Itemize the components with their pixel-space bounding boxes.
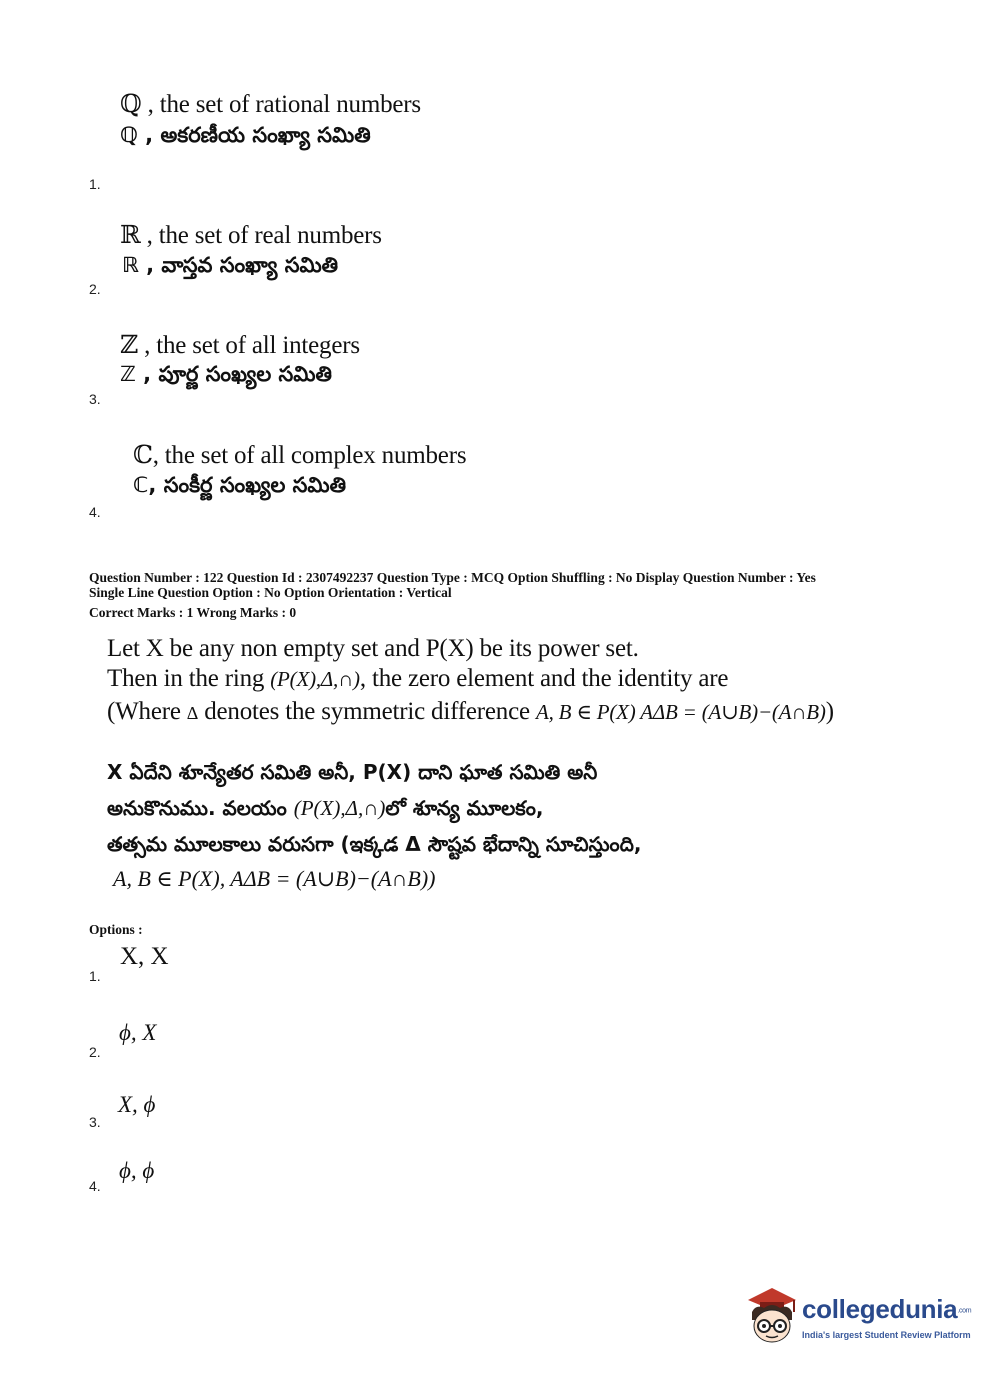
answer-option-3-number: 3. [89,1114,101,1130]
prev-option-3-telugu: ℤ , పూర్ణ సంఖ్యల సమితి [120,362,332,386]
prev-option-2-number: 2. [89,281,101,297]
answer-option-2-text: ϕ, X [119,1020,157,1045]
question-english-line-1: Let X be any non empty set and P(X) be its power set. [107,635,639,662]
question-meta-line-2: Single Line Question Option : No Option Orientation : Vertical [89,585,452,600]
prev-option-1-english: ℚ , the set of rational numbers [120,91,421,118]
prev-option-2-telugu: ℝ , వాస్తవ సంఖ్యా సమితి [122,253,339,277]
symmetric-difference-definition: A, B ∈ P(X) AΔB = (A∪B)−(A∩B) [535,700,826,724]
logo-wordmark [802,1294,971,1325]
logo-tagline: India's largest Student Review Platform [802,1330,971,1340]
prev-option-1-number: 1. [89,176,101,192]
prev-option-3-english: ℤ , the set of all integers [120,332,360,359]
prev-option-4-telugu: ℂ, సంకీర్ణ సంఖ్యల సమితి [133,473,347,497]
prev-option-1-telugu: ℚ , అకరణీయ సంఖ్యా సమితి [120,123,371,147]
answer-option-1-text: X, X [120,943,169,970]
answer-option-1-number: 1. [89,968,101,984]
question-english-line-3 [107,698,834,726]
answer-option-4-number: 4. [89,1178,101,1194]
mascot-icon [742,1282,802,1348]
delta-symbol: Δ [186,703,199,723]
question-english-line-2 [107,665,728,693]
closing-paren: ) [825,698,834,725]
question-english-line-3-text-mid: denotes the symmetric difference [198,698,536,725]
question-telugu-line-1: X ఏదేని శూన్యేతర సమితి అనీ, P(X) దాని ఘాత సమితి అనీ [107,760,598,784]
question-telugu-line-2-text-end: లో శూన్య మూలకం, [385,796,544,820]
ring-expression-telugu: (P(X),Δ,∩) [293,796,386,820]
ring-expression: (P(X),Δ,∩) [270,667,360,691]
question-english-line-3-text: (Where [107,698,187,725]
answer-option-2-number: 2. [89,1044,101,1060]
prev-option-4-number: 4. [89,504,101,520]
prev-option-3-number: 3. [89,391,101,407]
answer-option-4-text: ϕ, ϕ [119,1158,155,1183]
logo-suffix: .com [957,1307,972,1315]
prev-option-4-english: ℂ, the set of all complex numbers [133,442,467,469]
question-telugu-line-4: A, B ∈ P(X), AΔB = (A∪B)−(A∩B)) [113,866,436,891]
logo-name-text: collegedunia [802,1294,958,1324]
question-telugu-line-3: తత్సమ మూలకాలు వరుసగా (ఇక్కడ Δ సౌష్టవ భేదాన్ని సూచిస్తుంది, [107,832,642,856]
question-meta-line-1: Question Number : 122 Question Id : 2307492237 Question Type : MCQ Option Shuffling : No Display Question Number : Yes [89,570,816,585]
question-english-line-2-text-end: , the zero element and the identity are [359,665,729,692]
collegedunia-logo [742,1282,972,1352]
question-telugu-line-2 [107,796,543,825]
question-meta-line-3: Correct Marks : 1 Wrong Marks : 0 [89,605,297,620]
question-english-line-2-text: Then in the ring [107,665,271,692]
options-label: Options : [89,922,143,937]
prev-option-2-english: ℝ , the set of real numbers [120,222,382,249]
answer-option-3-text: X, ϕ [118,1092,156,1117]
question-telugu-line-2-text: అనుకొనుము. వలయం [107,796,294,820]
